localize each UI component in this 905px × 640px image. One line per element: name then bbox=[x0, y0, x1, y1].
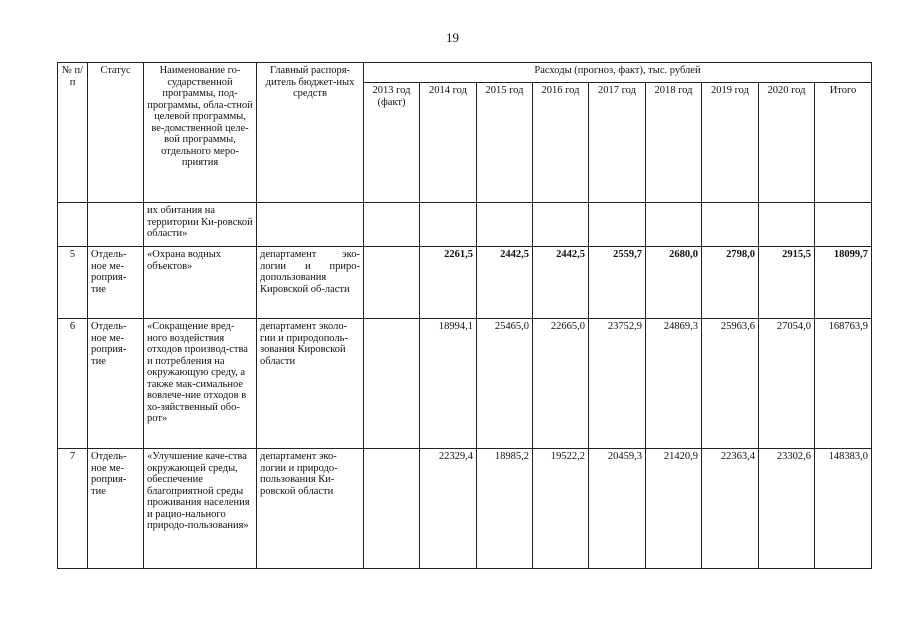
value-2019: 25963,6 bbox=[702, 319, 759, 449]
cell-empty bbox=[759, 203, 815, 247]
table-row-continuation bbox=[58, 203, 872, 247]
page-number: 19 bbox=[446, 30, 459, 45]
value-2018: 24869,3 bbox=[646, 319, 702, 449]
header-status: Статус bbox=[88, 63, 144, 203]
row-status: Отдель-ное ме-роприя-тие bbox=[88, 449, 144, 569]
table-row bbox=[58, 319, 872, 449]
value-total: 168763,9 bbox=[815, 319, 872, 449]
value-2014: 22329,4 bbox=[420, 449, 477, 569]
cell-empty bbox=[589, 203, 646, 247]
header-year-2020: 2020 год bbox=[759, 83, 815, 203]
header-year-2016: 2016 год bbox=[533, 83, 589, 203]
row-num: 7 bbox=[58, 449, 88, 569]
value-total: 18099,7 bbox=[815, 247, 872, 319]
value-2019: 22363,4 bbox=[702, 449, 759, 569]
value-2016: 19522,2 bbox=[533, 449, 589, 569]
row-num: 5 bbox=[58, 247, 88, 319]
value-2016: 22665,0 bbox=[533, 319, 589, 449]
header-expenses: Расходы (прогноз, факт), тыс. рублей bbox=[364, 63, 872, 83]
header-year-2013: 2013 год (факт) bbox=[364, 83, 420, 203]
header-num: № п/п bbox=[58, 63, 88, 203]
value-2020: 27054,0 bbox=[759, 319, 815, 449]
value-2014: 2261,5 bbox=[420, 247, 477, 319]
table-row bbox=[58, 247, 872, 319]
header-year-2014: 2014 год bbox=[420, 83, 477, 203]
value-total: 148383,0 bbox=[815, 449, 872, 569]
value-2020: 2915,5 bbox=[759, 247, 815, 319]
value-2013 bbox=[364, 319, 420, 449]
budget-table bbox=[57, 62, 872, 569]
cell-empty bbox=[646, 203, 702, 247]
continuation-text: их обитания на территории Ки-ровской области» bbox=[144, 203, 257, 247]
header-total: Итого bbox=[815, 83, 872, 203]
cell-empty bbox=[702, 203, 759, 247]
header-administrator: Главный распоря-дитель бюджет-ных средств bbox=[257, 63, 364, 203]
value-2017: 23752,9 bbox=[589, 319, 646, 449]
value-2014: 18994,1 bbox=[420, 319, 477, 449]
cell-empty bbox=[420, 203, 477, 247]
row-status: Отдель-ное ме-роприя-тие bbox=[88, 247, 144, 319]
value-2018: 2680,0 bbox=[646, 247, 702, 319]
row-administrator: департамент эколо-гии и природополь-зования Кировской области bbox=[257, 319, 364, 449]
cell-empty bbox=[88, 203, 144, 247]
cell-empty bbox=[477, 203, 533, 247]
value-2015: 25465,0 bbox=[477, 319, 533, 449]
row-administrator: департамент эко-логии и природо-пользования Ки-ровской области bbox=[257, 449, 364, 569]
value-2018: 21420,9 bbox=[646, 449, 702, 569]
cell-empty bbox=[533, 203, 589, 247]
row-status: Отдель-ное ме-роприя-тие bbox=[88, 319, 144, 449]
header-year-2017: 2017 год bbox=[589, 83, 646, 203]
row-administrator: департамент эко-логии и приро-допользования Кировской об-ласти bbox=[257, 247, 364, 319]
header-program-name: Наименование го-сударственной программы, под-программы, обла-стной целевой программы, ве-домственной целе-вой программы, отдельного меро-приятия bbox=[144, 63, 257, 203]
value-2020: 23302,6 bbox=[759, 449, 815, 569]
row-name: «Охрана водных объектов» bbox=[144, 247, 257, 319]
value-2016: 2442,5 bbox=[533, 247, 589, 319]
cell-empty bbox=[257, 203, 364, 247]
header-year-2018: 2018 год bbox=[646, 83, 702, 203]
cell-empty bbox=[815, 203, 872, 247]
header-row-top bbox=[58, 63, 872, 83]
value-2013 bbox=[364, 247, 420, 319]
value-2019: 2798,0 bbox=[702, 247, 759, 319]
table-row bbox=[58, 449, 872, 569]
value-2017: 2559,7 bbox=[589, 247, 646, 319]
row-name: «Сокращение вред-ного воздействия отходов производ-ства и потребления на окружающую среду, а также мак-симальное вовлече-ние отходов в хо-зяйственный обо-рот» bbox=[144, 319, 257, 449]
value-2015: 2442,5 bbox=[477, 247, 533, 319]
header-year-2019: 2019 год bbox=[702, 83, 759, 203]
row-num: 6 bbox=[58, 319, 88, 449]
value-2013 bbox=[364, 449, 420, 569]
value-2015: 18985,2 bbox=[477, 449, 533, 569]
cell-empty bbox=[364, 203, 420, 247]
value-2017: 20459,3 bbox=[589, 449, 646, 569]
row-name: «Улучшение каче-ства окружающей среды, обеспечение благоприятной среды проживания населения и рацио-нального природо-пользования» bbox=[144, 449, 257, 569]
cell-empty bbox=[58, 203, 88, 247]
header-year-2015: 2015 год bbox=[477, 83, 533, 203]
